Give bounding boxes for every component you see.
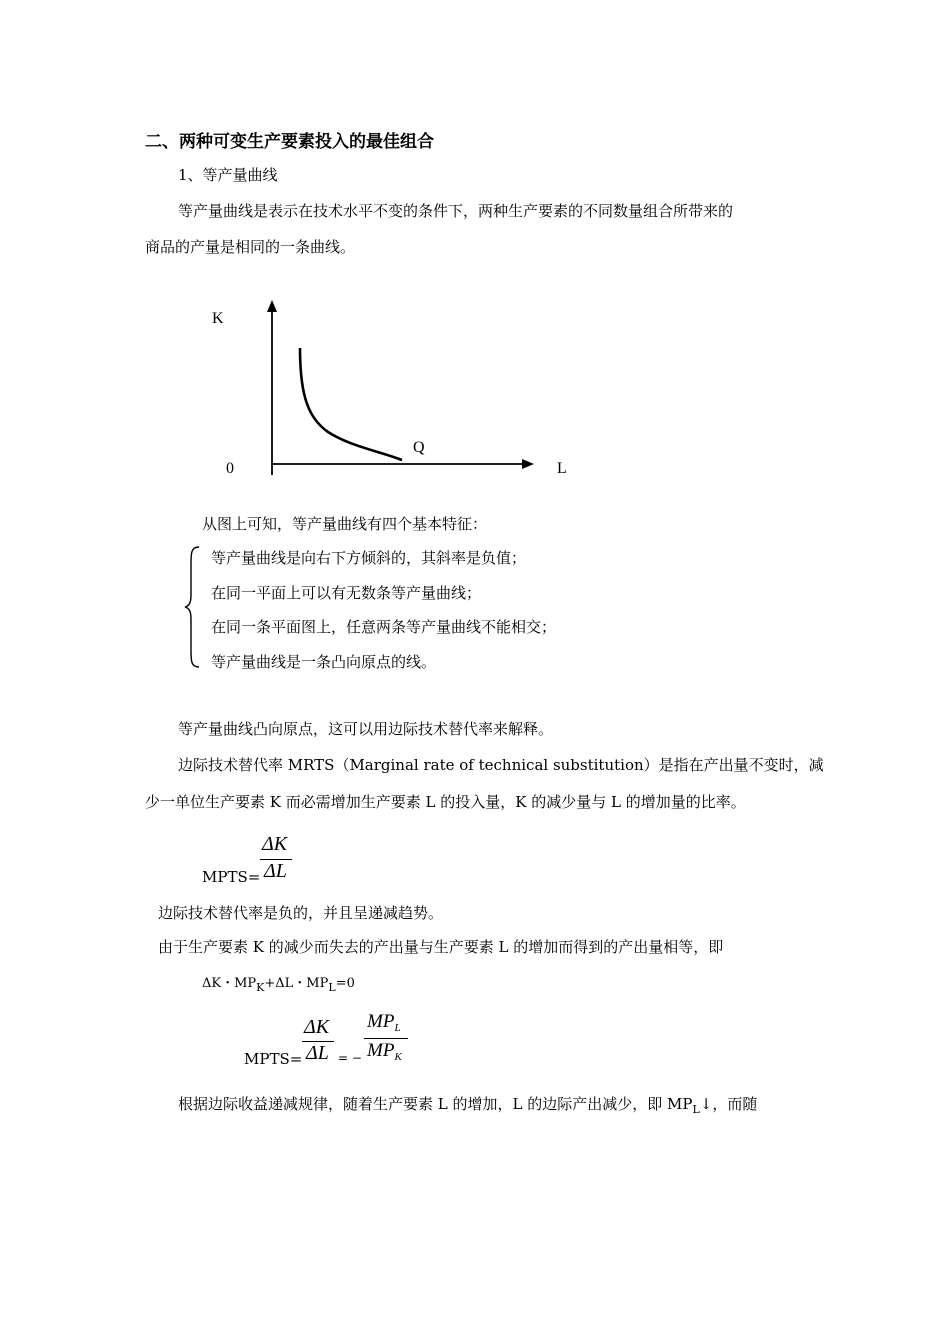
formula2-mp-numerator: $MP_L$: [367, 1011, 401, 1034]
formula2-denominator: ΔL: [306, 1042, 329, 1064]
features-intro: 从图上可知，等产量曲线有四个基本特征：: [202, 515, 488, 533]
convex-note: 等产量曲线凸向原点，这可以用边际技术替代率来解释。: [178, 720, 554, 738]
formula2-equals-negative: = −: [338, 1051, 362, 1065]
formula2-mp-denominator: $MP_K$: [367, 1040, 402, 1063]
marginal-equation: [202, 972, 355, 994]
equation-part-2: +ΔL・MP: [264, 976, 329, 991]
formula1-denominator: ΔL: [264, 860, 287, 882]
x-axis-label: L: [557, 460, 567, 477]
subsection-title: 1、等产量曲线: [178, 166, 278, 184]
section-title: 二、两种可变生产要素投入的最佳组合: [145, 132, 434, 152]
equation-part-1: ΔK・MP: [202, 976, 257, 991]
isoquant-graph: [200, 290, 600, 490]
feature-4: 等产量曲线是一条凸向原点的线。: [211, 653, 437, 671]
feature-2: 在同一平面上可以有无数条等产量曲线；: [211, 584, 482, 602]
feature-3: 在同一条平面图上，任意两条等产量曲线不能相交；: [211, 618, 557, 636]
definition-line-2: 商品的产量是相同的一条曲线。: [145, 238, 356, 256]
formula2-lhs: MPTS=: [244, 1050, 303, 1068]
feature-1: 等产量曲线是向右下方倾斜的，其斜率是负值；: [211, 549, 527, 567]
equation-part-3: =0: [335, 976, 355, 991]
equation-subscript-k: K: [256, 981, 265, 994]
formula1-lhs: MPTS=: [202, 868, 261, 886]
mrts-def-line-2: 少一单位生产要素 K 而必需增加生产要素 L 的投入量，K 的减少量与 L 的增加量的比率。: [145, 793, 746, 811]
mrts-negative: 边际技术替代率是负的，并且呈递减趋势。: [158, 904, 444, 922]
left-brace: [183, 545, 203, 669]
last-line: 根据边际收益递减规律，随着生产要素 L 的增加，L 的边际产出减少，即 $MP_L↓$，而随: [178, 1095, 758, 1116]
curve-label: Q: [413, 439, 425, 456]
mrts-def-line-1: 边际技术替代率 MRTS（Marginal rate of technical substitution）是指在产出量不变时，减: [178, 756, 824, 774]
x-axis-arrow-icon: [522, 459, 534, 469]
y-axis-arrow-icon: [267, 300, 277, 312]
definition-line-1: 等产量曲线是表示在技术水平不变的条件下，两种生产要素的不同数量组合所带来的: [178, 202, 734, 220]
origin-label: 0: [226, 460, 234, 477]
y-axis-label: K: [212, 310, 224, 327]
formula1-numerator: ΔK: [262, 833, 288, 855]
equal-output: 由于生产要素 K 的减少而失去的产出量与生产要素 L 的增加而得到的产出量相等，即: [158, 938, 724, 956]
equation-subscript-l: L: [328, 981, 336, 994]
formula2-mp-fraction-bar: [364, 1038, 408, 1039]
isoquant-curve: [300, 348, 402, 460]
formula2-numerator: ΔK: [304, 1016, 330, 1038]
